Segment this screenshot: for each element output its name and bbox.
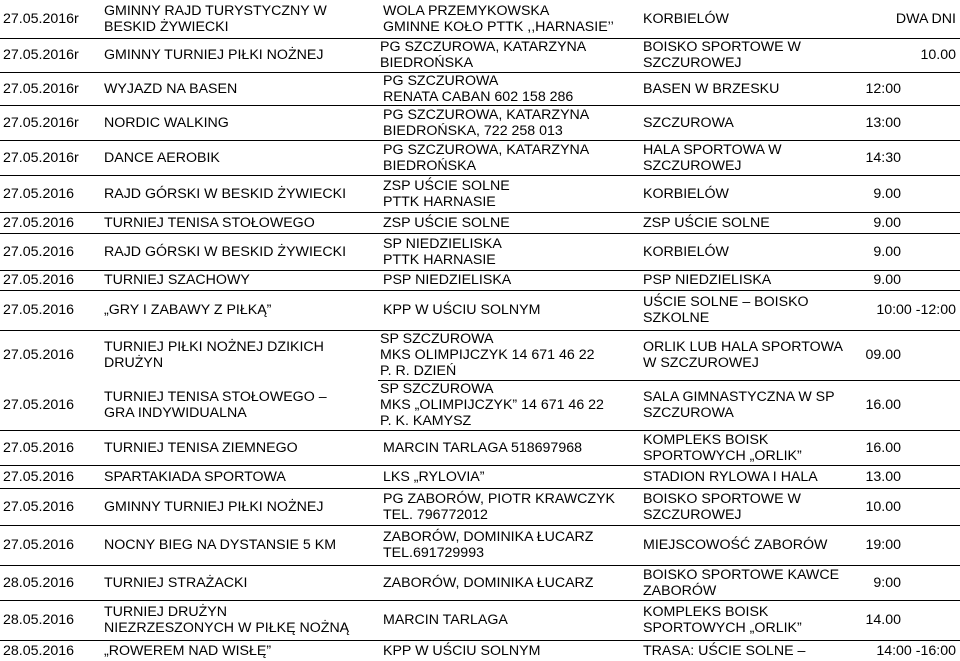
date-cell: 27.05.2016 [3, 469, 75, 485]
place-cell: BASEN W BRZESKU [643, 81, 780, 97]
event-cell: NIEZRZESZONYCH W PIŁKĘ NOŻNĄ [104, 620, 350, 636]
time-cell: 14:30 [865, 150, 901, 166]
organizer-cell: SP SZCZUROWA [380, 331, 494, 347]
event-cell: TURNIEJ TENISA ZIEMNEGO [104, 440, 298, 456]
organizer-cell: P. R. DZIEŃ [380, 363, 457, 379]
date-cell: 27.05.2016 [3, 215, 75, 231]
event-cell: WYJAZD NA BASEN [104, 81, 238, 97]
date-cell: 27.05.2016 [3, 397, 75, 413]
event-cell: GMINNY TURNIEJ PIŁKI NOŻNEJ [104, 499, 324, 515]
place-cell: SALA GIMNASTYCZNA W SP [643, 389, 835, 405]
event-cell: DRUŻYN [104, 355, 164, 371]
time-cell: 9.00 [873, 215, 901, 231]
time-cell: 19:00 [865, 537, 901, 553]
event-cell: TURNIEJ SZACHOWY [104, 272, 250, 288]
date-cell: 27.05.2016 [3, 440, 75, 456]
row-border [0, 175, 960, 176]
place-cell: BOISKO SPORTOWE W [643, 39, 801, 55]
row-border [0, 600, 960, 601]
organizer-cell: PTTK HARNASIE [383, 252, 496, 268]
row-border [0, 488, 960, 489]
organizer-cell: GMINNE KOŁO PTTK ,,HARNASIE’’ [383, 19, 614, 35]
place-cell: UŚCIE SOLNE – BOISKO [643, 294, 809, 310]
date-cell: 28.05.2016 [3, 612, 75, 628]
place-cell: SPORTOWYCH „ORLIK” [643, 620, 802, 636]
organizer-cell: PG SZCZUROWA, KATARZYNA [383, 107, 590, 123]
place-cell: SZKOLNE [643, 310, 710, 326]
organizer-cell: ZABORÓW, DOMINIKA ŁUCARZ [383, 529, 594, 545]
row-border [0, 430, 960, 431]
event-cell: RAJD GÓRSKI W BESKID ŻYWIECKI [104, 244, 347, 260]
organizer-cell: PG SZCZUROWA [383, 73, 499, 89]
organizer-cell: PTTK HARNASIE [383, 194, 496, 210]
organizer-cell: ZABORÓW, DOMINIKA ŁUCARZ [383, 575, 594, 591]
row-border [0, 233, 960, 234]
time-cell: 10.00 [920, 47, 956, 63]
event-cell: TURNIEJ TENISA STOŁOWEGO [104, 215, 315, 231]
time-cell: 14:00 -16:00 [876, 643, 956, 659]
date-cell: 27.05.2016 [3, 302, 75, 318]
place-cell: KOMPLEKS BOISK [643, 432, 769, 448]
place-cell: BOISKO SPORTOWE W [643, 491, 801, 507]
date-cell: 27.05.2016 [3, 244, 75, 260]
event-cell: „ROWEREM NAD WISŁĘ” [104, 643, 272, 659]
organizer-cell: KPP W UŚCIU SOLNYM [383, 643, 541, 659]
date-cell: 27.05.2016 [3, 186, 75, 202]
place-cell: ZABORÓW [643, 583, 717, 599]
event-cell: TURNIEJ STRAŻACKI [104, 575, 248, 591]
event-cell: GMINNY RAJD TURYSTYCZNY W [104, 3, 327, 19]
row-border [0, 212, 960, 213]
time-cell: 9.00 [873, 272, 901, 288]
event-cell: „GRY I ZABAWY Z PIŁKĄ” [104, 302, 272, 318]
event-cell: BESKID ŻYWIECKI [104, 19, 229, 35]
date-cell: 28.05.2016 [3, 643, 75, 659]
place-cell: MIEJSCOWOŚĆ ZABORÓW [643, 537, 828, 553]
time-cell: 9.00 [873, 186, 901, 202]
place-cell: BOISKO SPORTOWE KAWCE [643, 567, 840, 583]
place-cell: STADION RYLOWA I HALA [643, 469, 818, 485]
organizer-cell: SP NIEDZIELISKA [383, 236, 502, 252]
place-cell: KORBIELÓW [643, 11, 729, 27]
row-border [0, 640, 960, 641]
event-cell: GMINNY TURNIEJ PIŁKI NOŻNEJ [104, 47, 324, 63]
date-cell: 27.05.2016r [3, 11, 79, 27]
date-cell: 27.05.2016r [3, 47, 79, 63]
row-border [0, 525, 960, 526]
time-cell: 14.00 [865, 612, 901, 628]
place-cell: ZSP UŚCIE SOLNE [643, 215, 770, 231]
place-cell: SZCZUROWEJ [643, 55, 742, 71]
organizer-cell: PG ZABORÓW, PIOTR KRAWCZYK [383, 491, 616, 507]
organizer-cell: LKS „RYLOVIA” [383, 469, 485, 485]
place-cell: KORBIELÓW [643, 244, 729, 260]
time-cell: 9.00 [873, 244, 901, 260]
row-border [0, 565, 960, 566]
organizer-cell: ZSP UŚCIE SOLNE [383, 215, 510, 231]
place-cell: TRASA: UŚCIE SOLNE – [643, 643, 806, 659]
time-cell: 9:00 [873, 575, 901, 591]
organizer-cell: KPP W UŚCIU SOLNYM [383, 302, 541, 318]
row-border [0, 465, 960, 466]
time-cell: 16.00 [865, 397, 901, 413]
organizer-cell: BIEDROŃSKA [383, 158, 477, 174]
place-cell: ORLIK LUB HALA SPORTOWA [643, 339, 844, 355]
date-cell: 27.05.2016r [3, 115, 79, 131]
event-cell: RAJD GÓRSKI W BESKID ŻYWIECKI [104, 186, 347, 202]
date-cell: 27.05.2016 [3, 347, 75, 363]
event-cell: GRA INDYWIDUALNA [104, 405, 247, 421]
time-cell: 13:00 [865, 115, 901, 131]
event-cell: TURNIEJ PIŁKI NOŻNEJ DZIKICH [104, 339, 324, 355]
organizer-cell: MARCIN TARLAGA 518697968 [383, 440, 582, 456]
time-cell: 10.00 [865, 499, 901, 515]
row-border [0, 290, 960, 291]
organizer-cell: P. K. KAMYSZ [380, 413, 472, 429]
organizer-cell: PG SZCZUROWA, KATARZYNA [383, 142, 590, 158]
organizer-cell: BIEDROŃSKA [380, 55, 474, 71]
date-cell: 27.05.2016 [3, 537, 75, 553]
time-cell: 16.00 [865, 440, 901, 456]
row-border [0, 270, 960, 271]
place-cell: SZCZUROWA [643, 405, 734, 421]
time-cell: 09.00 [865, 347, 901, 363]
place-cell: SZCZUROWA [643, 115, 734, 131]
date-cell: 28.05.2016 [3, 575, 75, 591]
place-cell: HALA SPORTOWA W [643, 142, 782, 158]
organizer-cell: MARCIN TARLAGA [383, 612, 508, 628]
organizer-cell: BIEDROŃSKA, 722 258 013 [383, 123, 563, 139]
organizer-cell: WOLA PRZEMYKOWSKA [383, 3, 550, 19]
time-cell: 10:00 -12:00 [876, 302, 956, 318]
event-cell: NOCNY BIEG NA DYSTANSIE 5 KM [104, 537, 337, 553]
place-cell: SPORTOWYCH „ORLIK” [643, 448, 802, 464]
organizer-cell: ZSP UŚCIE SOLNE [383, 178, 510, 194]
place-cell: SZCZUROWEJ [643, 507, 742, 523]
event-cell: DANCE AEROBIK [104, 150, 220, 166]
time-cell: 13.00 [865, 469, 901, 485]
event-cell: TURNIEJ TENISA STOŁOWEGO – [104, 389, 327, 405]
date-cell: 27.05.2016r [3, 150, 79, 166]
time-cell: 12:00 [865, 81, 901, 97]
organizer-cell: MKS OLIMPIJCZYK 14 671 46 22 [380, 347, 595, 363]
place-cell: KOMPLEKS BOISK [643, 604, 769, 620]
organizer-cell: MKS „OLIMPIJCZYK” 14 671 46 22 [380, 397, 604, 413]
organizer-cell: TEL. 796772012 [383, 507, 488, 523]
event-cell: SPARTAKIADA SPORTOWA [104, 469, 286, 485]
event-cell: NORDIC WALKING [104, 115, 229, 131]
organizer-cell: PG SZCZUROWA, KATARZYNA [380, 39, 587, 55]
time-cell: DWA DNI [895, 11, 956, 27]
organizer-cell: RENATA CABAN 602 158 286 [383, 89, 574, 105]
place-cell: KORBIELÓW [643, 186, 729, 202]
place-cell: W SZCZUROWEJ [643, 355, 759, 371]
place-cell: SZCZUROWEJ [643, 158, 742, 174]
date-cell: 27.05.2016 [3, 499, 75, 515]
row-border [0, 105, 960, 106]
date-cell: 27.05.2016 [3, 272, 75, 288]
organizer-cell: SP SZCZUROWA [380, 381, 494, 397]
organizer-cell: PSP NIEDZIELISKA [383, 272, 512, 288]
event-cell: TURNIEJ DRUŻYN [104, 604, 227, 620]
organizer-cell: TEL.691729993 [383, 545, 484, 561]
place-cell: PSP NIEDZIELISKA [643, 272, 772, 288]
date-cell: 27.05.2016r [3, 81, 79, 97]
row-border [0, 140, 960, 141]
